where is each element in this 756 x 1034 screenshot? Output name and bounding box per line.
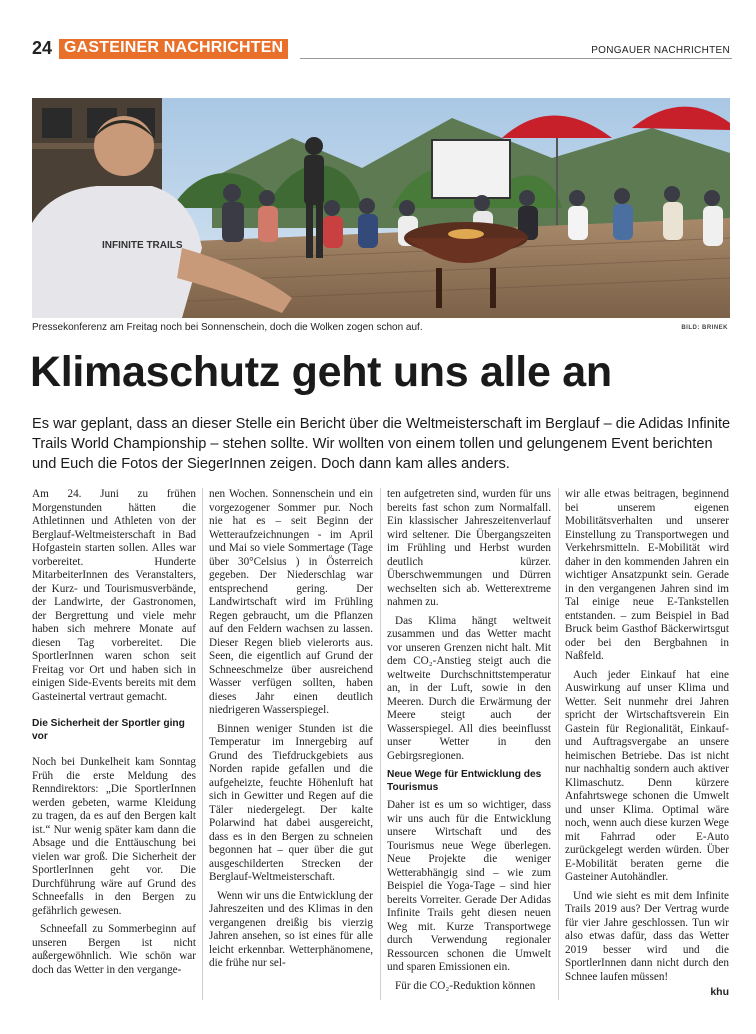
shirt-text: INFINITE TRAILS [102, 240, 183, 251]
body-paragraph: Am 24. Juni zu frühen Morgenstunden hätten die Athletinnen und Athleten von der Berglauf-Weltmeisterschaft in Bad Hofgastein starten sollen. Alles war vorbereitet. Hunderte MitarbeiterInnen des Veranstalters, der Kurz- und Tourismusverbände, der Landwirte, der Gastronomen, der Bergrettung und viele mehr haben sich mehrere Monate auf diesen Tag vorbereitet. Die SportlerInnen waren schon seit Freitag vor Ort und haben sich in einigen Side-Events bereits mit dem Gasteinertal vertraut gemacht. [32, 488, 196, 703]
body-paragraph: Wenn wir uns die Entwicklung der Jahreszeiten und des Klimas in den vergangenen dreißig bis vierzig Jahren ansehen, so ist eines für alle leicht erkennbar. Wetterphänomene, die frühe nur sel- [209, 889, 373, 969]
body-paragraph: Binnen weniger Stunden ist die Temperatur im Innergebirg auf Grund des Tiefdruckgebiets aus Norden rapide gefallen und die aufgeheizte, feuchte Höhenluft hat sich in Gewitter und Regen auf die Täler niedergelegt. Der kalte Polarwind hat dabei ausgereicht, dass es in den Bergen zu schneien begonnen hat – quer über die gut ausgeschilderten Strecken der Berglauf-Weltmeisterschaft. [209, 722, 373, 883]
subheading: Die Sicherheit der Sportler ging vor [32, 718, 185, 742]
column-rule [558, 488, 559, 1000]
column-3 [387, 488, 551, 1008]
column-rule [202, 488, 203, 1000]
body-paragraph: Daher ist es um so wichtiger, dass wir uns auch für die Entwicklung unsere Wirtschaft und des Tourismus neue Wege überlegen. Neue Projekte die weniger Wetterabhängig sind – wie zum Beispiel die Yoga-Tage – sind hier bereits Vorreiter. Gerade Der Adidas Infinite Trails geht diesen neuen Weg mit. Kurze Transportwege durch Verwendung regionaler Ressourcen schonen die Umwelt und sparen Emissionen ein. [387, 799, 551, 973]
body-paragraph: Und wie sieht es mit dem Infinite Trails 2019 aus? Der Vertrag wurde für vier Jahre geschlossen. Tun wir also etwas dafür, dass das Wetter 2019 besser wird und die SportlerInnen dann nicht durch den Schnee laufen müssen! [565, 889, 729, 983]
author-initials: khu [710, 986, 729, 998]
subheading: Neue Wege für Entwicklung des Tourismus [387, 769, 542, 793]
body-paragraph: nen Wochen. Sonnenschein und ein vorgezogener Sommer pur. Noch nie hat es – seit Beginn der Wetteraufzeichnungen - im April und Mai so viele Sommertage (Tage über 30°Celsius ) in Österreich gegeben. Der Niederschlag war entsprechend gering. Der Landwirtschaft wird im Frühling Regen gebraucht, um die Pflanzen auf den Feldern wachsen zu lassen. Dieser Regen blieb vielerorts aus. Seen, die eigentlich auf Grund der Schneeschmelze über ausreichend Wasser verfügen sollten, haben dieses Jahr einen deutlich niedrigeren Wasserspiegel. [209, 488, 373, 716]
body-paragraph: Noch bei Dunkelheit kam Sonntag Früh die erste Meldung des Renndirektors: „Die SportlerInnen werden gebeten, warme Kleidung zu tragen, da es auf den Bergen kalt ist.“ Nur wenig später kam dann die Absage und die Enttäuschung bei vielen war groß. Die Sicherheit der SportlerInnen geht vor. Die Durchführung wäre auf Grund des Schneefalls in den Bergen zu gefährlich gewesen. [32, 756, 196, 917]
article-lead: Es war geplant, dass an dieser Stelle ein Bericht über die Weltmeisterschaft im Berglauf – die Adidas Infinite Trails World Championship – stehen sollte. Wir wollten von einem tollen und gelungenem Event berichten und Euch die Fotos der SiegerInnen zeigen. Doch dann kam alles anders. [32, 416, 731, 472]
body-paragraph: wir alle etwas beitragen, beginnend bei unserem eigenen Mobilitätsverhalten und unserer Einstellung zu Transportwegen und Verkehrsmitteln. E-Mobilität wird daher in den kommenden Jahren ein wichtiger Ansatzpunkt sein. Gerade in den vergangenen Jahren sind im Tal einige neue E-Tankstellen entstanden. – zum Beispiel in Bad Bruck beim Gasthof Bäckerwirtsgut oder bei den Bergbahnen in Naßfeld. [565, 488, 729, 662]
header-rule [300, 58, 732, 59]
photo-caption: Pressekonferenz am Freitag noch bei Sonnenschein, doch die Wolken zogen schon auf. [32, 322, 423, 333]
body-paragraph: Das Klima hängt weltweit zusammen und das Wetter macht vor unseren Grenzen nicht halt. Mit dem CO₂-Anstieg steigt auch die weltweite Durchschnittstemperatur an, in der Luft, sowie in den Meeren. Durch die Erwärmung der Meere steigt auch der Wasserspiegel. All dies beeinflusst unser Wetter in den Gebirgsregionen. [387, 614, 551, 762]
body-paragraph: Für die CO₂-Reduktion können [395, 979, 536, 992]
photo-credit: BILD: BRINEK [681, 325, 728, 331]
body-paragraph: Auch jeder Einkauf hat eine Auswirkung auf unser Klima und Wetter. Seit nunmehr drei Jahren spricht der Wirtschaftsverein Ein Gastein für Regionalität, Einkauf- und Auftragsvergabe an unsere heimischen Betriebe. Das ist nicht nur nachhaltig sondern auch aktiver Klimaschutz. Denn kürzere Anfahrtswege schonen die Umwelt und unser Klima. Optimal wäre noch, wenn auch diese kurzen Wege mit Fahrrad oder E-Auto zurückgelegt werden würden. Über E-Mobilität beraten gerne die Gasteiner Autohändler. [565, 668, 729, 883]
page-header [32, 38, 732, 62]
column-4 [565, 488, 729, 1008]
page-number: 24 [32, 38, 53, 58]
body-paragraph: Schneefall zu Sommerbeginn auf unseren Bergen ist nicht außergewöhnlich. Wie schön war doch das Wetter in den vergange- [32, 923, 196, 976]
article-body [32, 488, 732, 1008]
section-tag: GASTEINER NACHRICHTEN [59, 39, 288, 59]
article-headline: Klimaschutz geht uns alle an [30, 348, 612, 396]
column-rule [380, 488, 381, 1000]
body-paragraph: ten aufgetreten sind, wurden für uns bereits fast schon zum Normalfall. Ein klassischer Jahreszeitenverlauf wird seltener. Die Übergangszeiten im Frühling und Herbst wurden deutlich kürzer. Überschwemmungen und Dürren wechselten sich ab. Wetterextreme nahmen zu. [387, 488, 551, 608]
publication-name: PONGAUER NACHRICHTEN [591, 45, 730, 56]
column-1 [32, 488, 196, 1008]
press-conference-photo [32, 98, 730, 318]
column-2 [209, 488, 373, 1008]
